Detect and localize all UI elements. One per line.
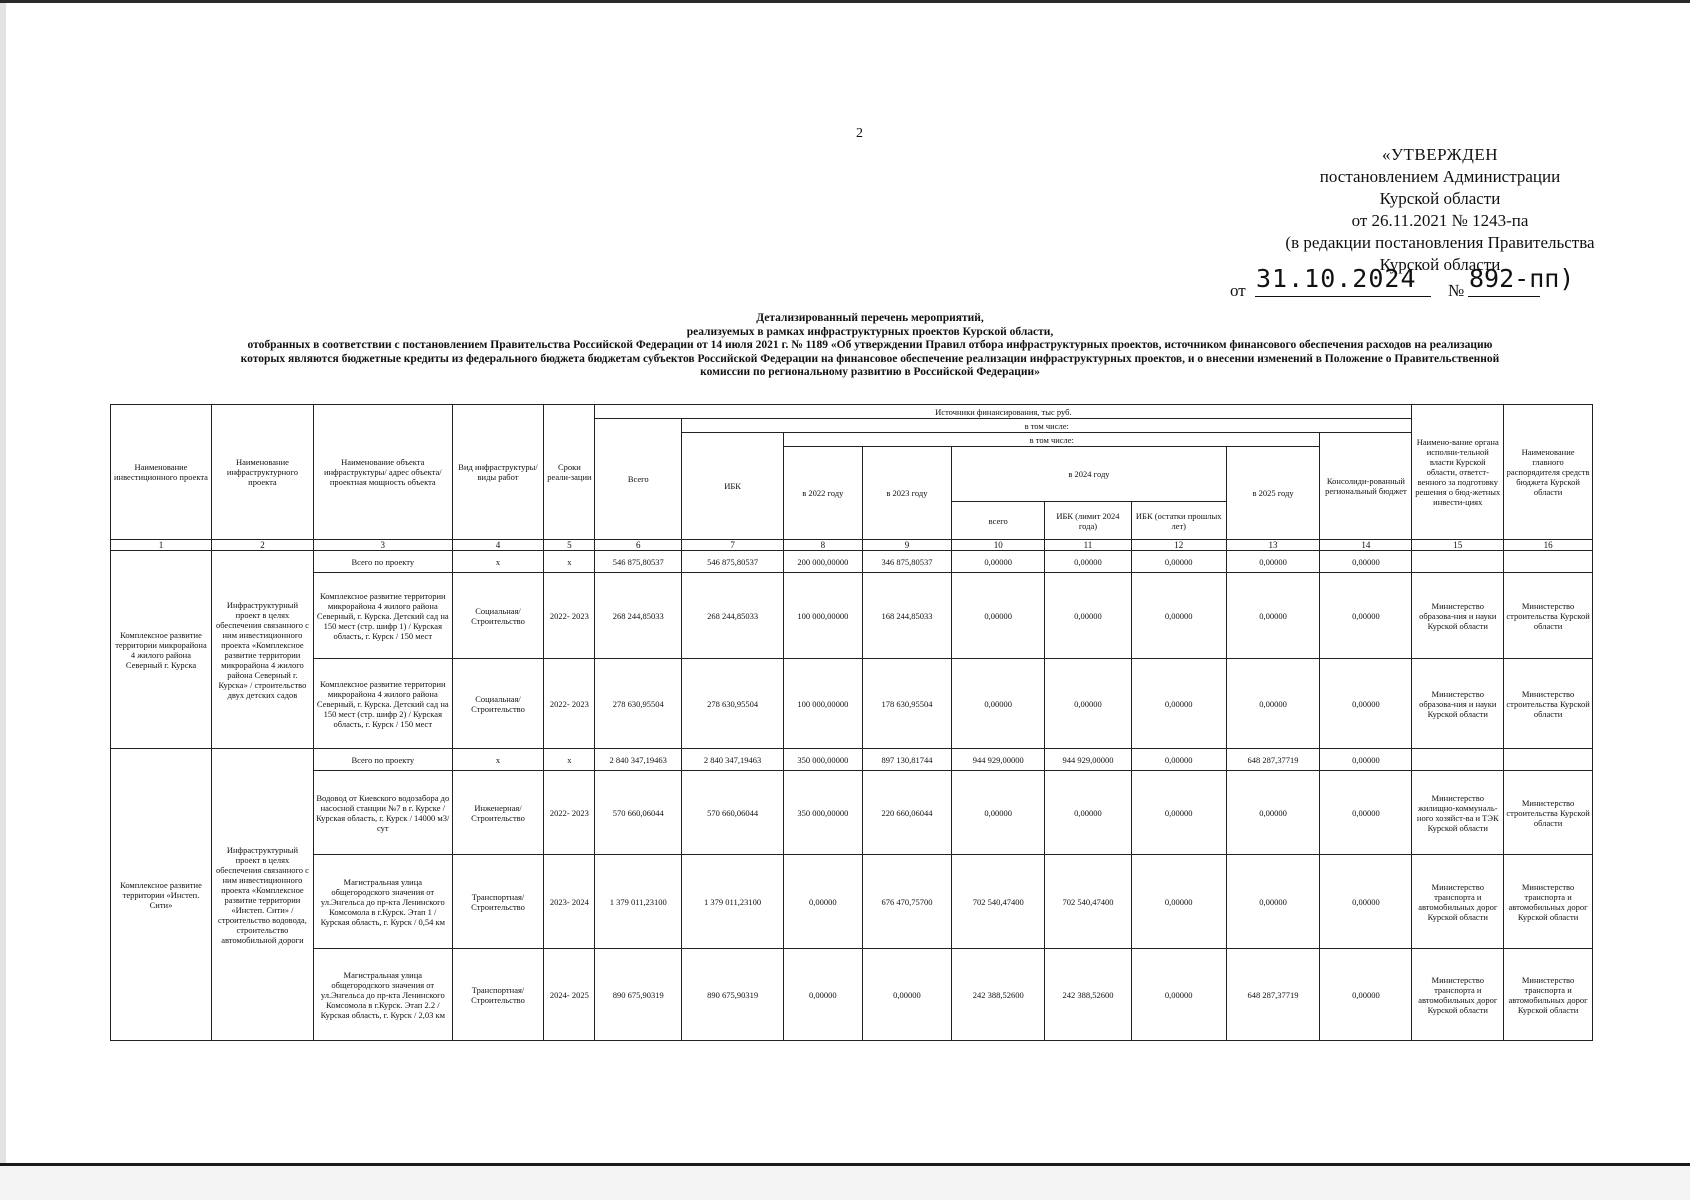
document-heading <box>130 312 1610 380</box>
header-2022: в 2022 году <box>784 447 863 540</box>
total-label: Всего по проекту <box>313 551 452 573</box>
cell-2022: 100 000,00000 <box>784 573 863 659</box>
cell-2024-rest: 0,00000 <box>1131 573 1226 659</box>
column-number: 11 <box>1045 540 1132 551</box>
header-including-1: в том числе: <box>682 419 1412 433</box>
table-row <box>111 771 1593 855</box>
header-2024-ibk-limit: ИБК (лимит 2024 года) <box>1045 502 1132 540</box>
cell-2024-limit: 0,00000 <box>1045 573 1132 659</box>
heading-line-4: которых являются бюджетные кредиты из федерального бюджета бюджетам субъектов Российской Федерации на финансовое обеспечение реализации инфраструктурных проектов, и о внесении изменений в Положение о Правительственной <box>240 352 1500 365</box>
cell-chief-manager <box>1504 551 1593 573</box>
heading-line-2: реализуемых в рамках инфраструктурных проектов Курской области, <box>686 325 1054 338</box>
table-row <box>111 573 1593 659</box>
page-number: 2 <box>856 126 863 141</box>
cell-2023: 897 130,81744 <box>862 749 952 771</box>
cell-2023: 346 875,80537 <box>862 551 952 573</box>
cell-kind: Транспортная/ Строительство <box>452 949 544 1041</box>
header-2024-ibk-rest: ИБК (остатки прошлых лет) <box>1131 502 1226 540</box>
cell-2024-rest: 0,00000 <box>1131 749 1226 771</box>
stamp-line-6: Курской области <box>1379 255 1501 274</box>
heading-line-1: Детализированный перечень мероприятий, <box>756 312 984 324</box>
header-chief-manager: Наименование главного распорядителя средств бюджета Курской области <box>1504 405 1593 540</box>
cell-2022: 350 000,00000 <box>784 771 863 855</box>
cell-org: Министерство жилищно-коммуналь-ного хозяйст-ва и ТЭК Курской области <box>1412 771 1504 855</box>
column-number: 2 <box>211 540 313 551</box>
cell-terms: 2022- 2023 <box>544 659 595 749</box>
column-number: 1 <box>111 540 212 551</box>
column-number: 12 <box>1131 540 1226 551</box>
cell-chief-manager: Министерство транспорта и автомобильных дорог Курской области <box>1504 949 1593 1041</box>
cell-org <box>1412 749 1504 771</box>
cell-ibk: 268 244,85033 <box>682 573 784 659</box>
cell-2024-limit: 242 388,52600 <box>1045 949 1132 1041</box>
cell-chief-manager: Министерство строительства Курской области <box>1504 659 1593 749</box>
column-number: 15 <box>1412 540 1504 551</box>
cell-2024-all: 702 540,47400 <box>952 855 1045 949</box>
cell-ibk: 890 675,90319 <box>682 949 784 1041</box>
cell-2025: 0,00000 <box>1226 855 1320 949</box>
cell-ibk: 278 630,95504 <box>682 659 784 749</box>
stamp-number-prefix: № <box>1448 281 1465 300</box>
cell-total: 2 840 347,19463 <box>595 749 682 771</box>
total-label: Всего по проекту <box>313 749 452 771</box>
cell-2024-rest: 0,00000 <box>1131 855 1226 949</box>
cell-org: Министерство образова-ния и науки Курской области <box>1412 573 1504 659</box>
column-number: 3 <box>313 540 452 551</box>
cell-2024-all: 0,00000 <box>952 659 1045 749</box>
cell-2024-rest: 0,00000 <box>1131 551 1226 573</box>
cell-object: Комплексное развитие территории микрорайона 4 жилого района Северный, г. Курска. Детский сад на 150 мест (стр. шифр 2) / Курская область, г. Курск / 150 мест <box>313 659 452 749</box>
cell-2024-limit: 944 929,00000 <box>1045 749 1132 771</box>
cell-ibk: 570 660,06044 <box>682 771 784 855</box>
cell-consolidated: 0,00000 <box>1320 551 1412 573</box>
cell-consolidated: 0,00000 <box>1320 749 1412 771</box>
cell-2025: 0,00000 <box>1226 659 1320 749</box>
header-2025: в 2025 году <box>1226 447 1320 540</box>
stamp-number: 892-пп) <box>1469 264 1575 293</box>
column-number: 14 <box>1320 540 1412 551</box>
cell-2024-limit: 702 540,47400 <box>1045 855 1132 949</box>
cell-kind: Социальная/ Строительство <box>452 659 544 749</box>
cell-2024-rest: 0,00000 <box>1131 659 1226 749</box>
header-2023: в 2023 году <box>862 447 952 540</box>
cell-terms: 2023- 2024 <box>544 855 595 949</box>
project-2-total-row <box>111 749 1593 771</box>
stamp-number-underline <box>1468 296 1540 297</box>
cell-total: 570 660,06044 <box>595 771 682 855</box>
table-row <box>111 855 1593 949</box>
column-number: 5 <box>544 540 595 551</box>
header-including-2: в том числе: <box>784 433 1320 447</box>
cell-terms: х <box>544 749 595 771</box>
column-number: 7 <box>682 540 784 551</box>
cell-terms: 2022- 2023 <box>544 771 595 855</box>
cell-total: 890 675,90319 <box>595 949 682 1041</box>
cell-chief-manager <box>1504 749 1593 771</box>
heading-line-3: отобранных в соответствии с постановлением Правительства Российской Федерации от 14 июля 2021 г. № 1189 «Об утверждении Правил отбора инфраструктурных проектов, источником финансового обеспечения расходов на реализацию <box>247 339 1493 351</box>
stamp-title: «УТВЕРЖДЕН <box>1382 145 1498 164</box>
project-1-total-row <box>111 551 1593 573</box>
cell-2024-limit: 0,00000 <box>1045 771 1132 855</box>
header-sources: Источники финансирования, тыс руб. <box>595 405 1412 419</box>
column-number: 10 <box>952 540 1045 551</box>
table-row <box>111 659 1593 749</box>
cell-2024-all: 944 929,00000 <box>952 749 1045 771</box>
cell-kind: Инженерная/ Строительство <box>452 771 544 855</box>
stamp-line-3: Курской области <box>1379 189 1501 208</box>
cell-object: Магистральная улица общегородского значения от ул.Энгельса до пр-кта Ленинского Комсомола в г.Курск. Этап 1 / Курская область, г. Курск / 0,54 км <box>313 855 452 949</box>
column-number: 13 <box>1226 540 1320 551</box>
scan-edge-bottom <box>0 1163 1690 1200</box>
cell-2024-all: 242 388,52600 <box>952 949 1045 1041</box>
cell-terms: 2022- 2023 <box>544 573 595 659</box>
scan-edge-left <box>0 0 6 1200</box>
measures-table <box>110 404 1593 1041</box>
cell-2025: 0,00000 <box>1226 551 1320 573</box>
cell-ibk: 2 840 347,19463 <box>682 749 784 771</box>
cell-2024-all: 0,00000 <box>952 573 1045 659</box>
column-number: 9 <box>862 540 952 551</box>
project-1-infra-name: Инфраструктурный проект в целях обеспечения связанного с ним инвестиционного проекта «Комплексное развитие территории микрорайона 4 жилого района Северный г. Курска» / строительство двух детских садов <box>211 551 313 749</box>
column-number: 6 <box>595 540 682 551</box>
cell-2025: 648 287,37719 <box>1226 749 1320 771</box>
column-number: 4 <box>452 540 544 551</box>
cell-consolidated: 0,00000 <box>1320 573 1412 659</box>
cell-total: 1 379 011,23100 <box>595 855 682 949</box>
cell-terms: 2024- 2025 <box>544 949 595 1041</box>
cell-2024-rest: 0,00000 <box>1131 949 1226 1041</box>
cell-kind: х <box>452 551 544 573</box>
cell-2025: 0,00000 <box>1226 573 1320 659</box>
cell-object: Водовод от Киевского водозабора до насосной станции №7 в г. Курске / Курская область, г. Курск / 14000 м3/сут <box>313 771 452 855</box>
cell-kind: Социальная/ Строительство <box>452 573 544 659</box>
cell-2023: 220 660,06044 <box>862 771 952 855</box>
column-number: 8 <box>784 540 863 551</box>
cell-2024-all: 0,00000 <box>952 551 1045 573</box>
cell-chief-manager: Министерство строительства Курской области <box>1504 573 1593 659</box>
cell-consolidated: 0,00000 <box>1320 659 1412 749</box>
cell-2023: 0,00000 <box>862 949 952 1041</box>
header-terms: Сроки реали-зации <box>544 405 595 540</box>
header-2024-all: всего <box>952 502 1045 540</box>
cell-terms: х <box>544 551 595 573</box>
cell-total: 268 244,85033 <box>595 573 682 659</box>
cell-total: 546 875,80537 <box>595 551 682 573</box>
project-1-investment-name: Комплексное развитие территории микрорайона 4 жилого района Северный г. Курска <box>111 551 212 749</box>
cell-2022: 350 000,00000 <box>784 749 863 771</box>
project-2-investment-name: Комплексное развитие территории «Инстеп. Сити» <box>111 749 212 1041</box>
cell-chief-manager: Министерство транспорта и автомобильных дорог Курской области <box>1504 855 1593 949</box>
cell-object: Комплексное развитие территории микрорайона 4 жилого района Северный, г. Курска. Детский сад на 150 мест (стр. шифр 1) / Курская область, г. Курск / 150 мест <box>313 573 452 659</box>
column-number: 16 <box>1504 540 1593 551</box>
cell-2025: 0,00000 <box>1226 771 1320 855</box>
cell-2023: 168 244,85033 <box>862 573 952 659</box>
cell-kind: Транспортная/ Строительство <box>452 855 544 949</box>
cell-chief-manager: Министерство строительства Курской области <box>1504 771 1593 855</box>
cell-2022: 0,00000 <box>784 855 863 949</box>
header-2024: в 2024 году <box>952 447 1226 502</box>
stamp-date: 31.10.2024 <box>1256 264 1417 293</box>
scan-edge-bottom-line <box>0 1163 1690 1166</box>
stamp-line-5: (в редакции постановления Правительства <box>1285 233 1595 252</box>
stamp-line-2: постановлением Администрации <box>1319 167 1561 186</box>
header-total: Всего <box>595 419 682 540</box>
cell-consolidated: 0,00000 <box>1320 949 1412 1041</box>
cell-2024-limit: 0,00000 <box>1045 551 1132 573</box>
cell-total: 278 630,95504 <box>595 659 682 749</box>
cell-2022: 200 000,00000 <box>784 551 863 573</box>
column-numbers-row <box>111 540 1593 551</box>
header-consolidated: Консолиди-рованный региональный бюджет <box>1320 433 1412 540</box>
cell-object: Магистральная улица общегородского значения от ул.Энгельса до пр-кта Ленинского Комсомола в г.Курск. Этап 2.2 / Курская область, г. Курск / 2,03 км <box>313 949 452 1041</box>
cell-org: Министерство образова-ния и науки Курской области <box>1412 659 1504 749</box>
project-2-infra-name: Инфраструктурный проект в целях обеспечения связанного с ним инвестиционного проекта «Комплексное развитие территории «Инстеп. Сити» / строительство водовода, строительство автомобильной дороги <box>211 749 313 1041</box>
cell-2024-rest: 0,00000 <box>1131 771 1226 855</box>
cell-2025: 648 287,37719 <box>1226 949 1320 1041</box>
cell-org: Министерство транспорта и автомобильных дорог Курской области <box>1412 855 1504 949</box>
header-investment-project: Наименование инвестиционного проекта <box>111 405 212 540</box>
cell-org: Министерство транспорта и автомобильных дорог Курской области <box>1412 949 1504 1041</box>
cell-org <box>1412 551 1504 573</box>
cell-ibk: 546 875,80537 <box>682 551 784 573</box>
stamp-date-underline <box>1255 296 1431 297</box>
cell-2023: 676 470,75700 <box>862 855 952 949</box>
header-ibk: ИБК <box>682 433 784 540</box>
scan-edge-top <box>0 0 1690 3</box>
header-object: Наименование объекта инфраструктуры/ адрес объекта/ проектная мощность объекта <box>313 405 452 540</box>
stamp-date-prefix: от <box>1230 281 1246 300</box>
header-responsible-org: Наимено-вание органа исполни-тельной власти Курской области, ответст-венного за подготовку решения о бюд-жетных инвести-циях <box>1412 405 1504 540</box>
cell-2024-all: 0,00000 <box>952 771 1045 855</box>
cell-2023: 178 630,95504 <box>862 659 952 749</box>
cell-2022: 100 000,00000 <box>784 659 863 749</box>
cell-2022: 0,00000 <box>784 949 863 1041</box>
cell-2024-limit: 0,00000 <box>1045 659 1132 749</box>
stamp-line-4: от 26.11.2021 № 1243-па <box>1351 211 1529 230</box>
cell-consolidated: 0,00000 <box>1320 771 1412 855</box>
table-row <box>111 949 1593 1041</box>
heading-line-5: комиссии по региональному развитию в Российской Федерации» <box>700 366 1040 378</box>
cell-kind: х <box>452 749 544 771</box>
header-infra-kind: Вид инфраструктуры/ виды работ <box>452 405 544 540</box>
cell-ibk: 1 379 011,23100 <box>682 855 784 949</box>
header-infra-project: Наименование инфраструктурного проекта <box>211 405 313 540</box>
approval-stamp <box>1200 144 1680 300</box>
cell-consolidated: 0,00000 <box>1320 855 1412 949</box>
